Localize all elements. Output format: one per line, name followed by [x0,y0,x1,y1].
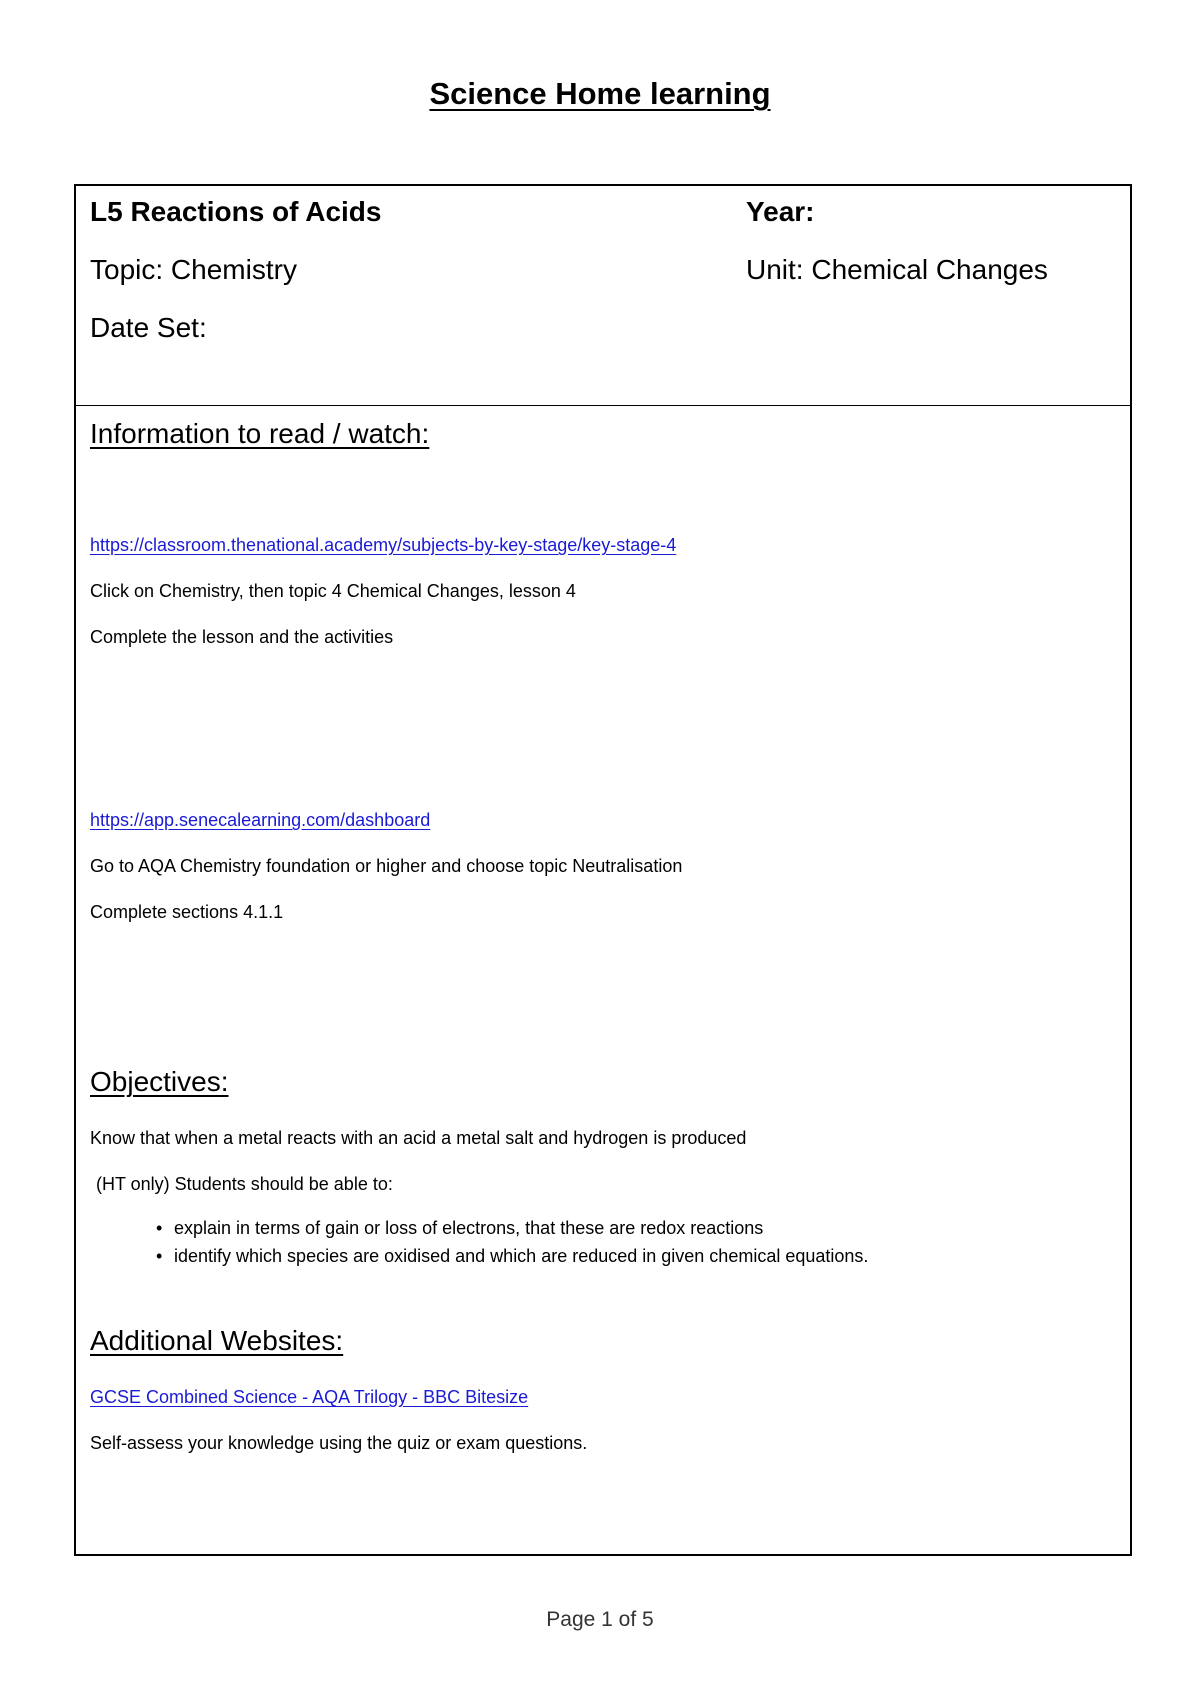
bitesize-link[interactable]: GCSE Combined Science - AQA Trilogy - BBC Bitesize [90,1387,529,1407]
objective-bullets [156,1214,868,1270]
objective-line-2: (HT only) Students should be able to: [96,1174,393,1194]
objectives-heading: Objectives: [90,1066,229,1097]
info-instruction-1: Click on Chemistry, then topic 4 Chemical Changes, lesson 4 [90,581,576,601]
bullet-dot-icon: • [156,1218,163,1238]
lesson-title: L5 Reactions of Acids [90,196,382,227]
objective-bullet: • identify which species are oxidised and which are reduced in given chemical equations. [156,1242,868,1270]
additional-instruction: Self-assess your knowledge using the quiz or exam questions. [90,1433,588,1453]
additional-heading: Additional Websites: [90,1325,344,1356]
info-heading: Information to read / watch: [90,418,430,449]
topic-label: Topic: Chemistry [90,254,297,285]
date-set-label: Date Set: [90,312,207,343]
year-label: Year: [746,196,815,227]
oak-academy-link-line [90,535,676,556]
objective-line-1: Know that when a metal reacts with an acid a metal salt and hydrogen is produced [90,1128,747,1148]
bitesize-link-line [90,1387,528,1408]
document-title: Science Home learning [429,76,771,111]
homework-box [74,184,1132,1556]
unit-label: Unit: Chemical Changes [746,254,1048,285]
info-instruction-4: Complete sections 4.1.1 [90,902,284,922]
info-instruction-2: Complete the lesson and the activities [90,627,394,647]
objective-bullet: • explain in terms of gain or loss of electrons, that these are redox reactions [156,1214,868,1242]
page-number: Page 1 of 5 [546,1608,654,1631]
bullet-dot-icon: • [156,1246,163,1266]
seneca-link[interactable]: https://app.senecalearning.com/dashboard [90,810,431,830]
seneca-link-line [90,810,430,831]
oak-academy-link[interactable]: https://classroom.thenational.academy/subjects-by-key-stage/key-stage-4 [90,535,677,555]
header-divider [76,405,1130,406]
info-instruction-3: Go to AQA Chemistry foundation or higher and choose topic Neutralisation [90,856,683,876]
